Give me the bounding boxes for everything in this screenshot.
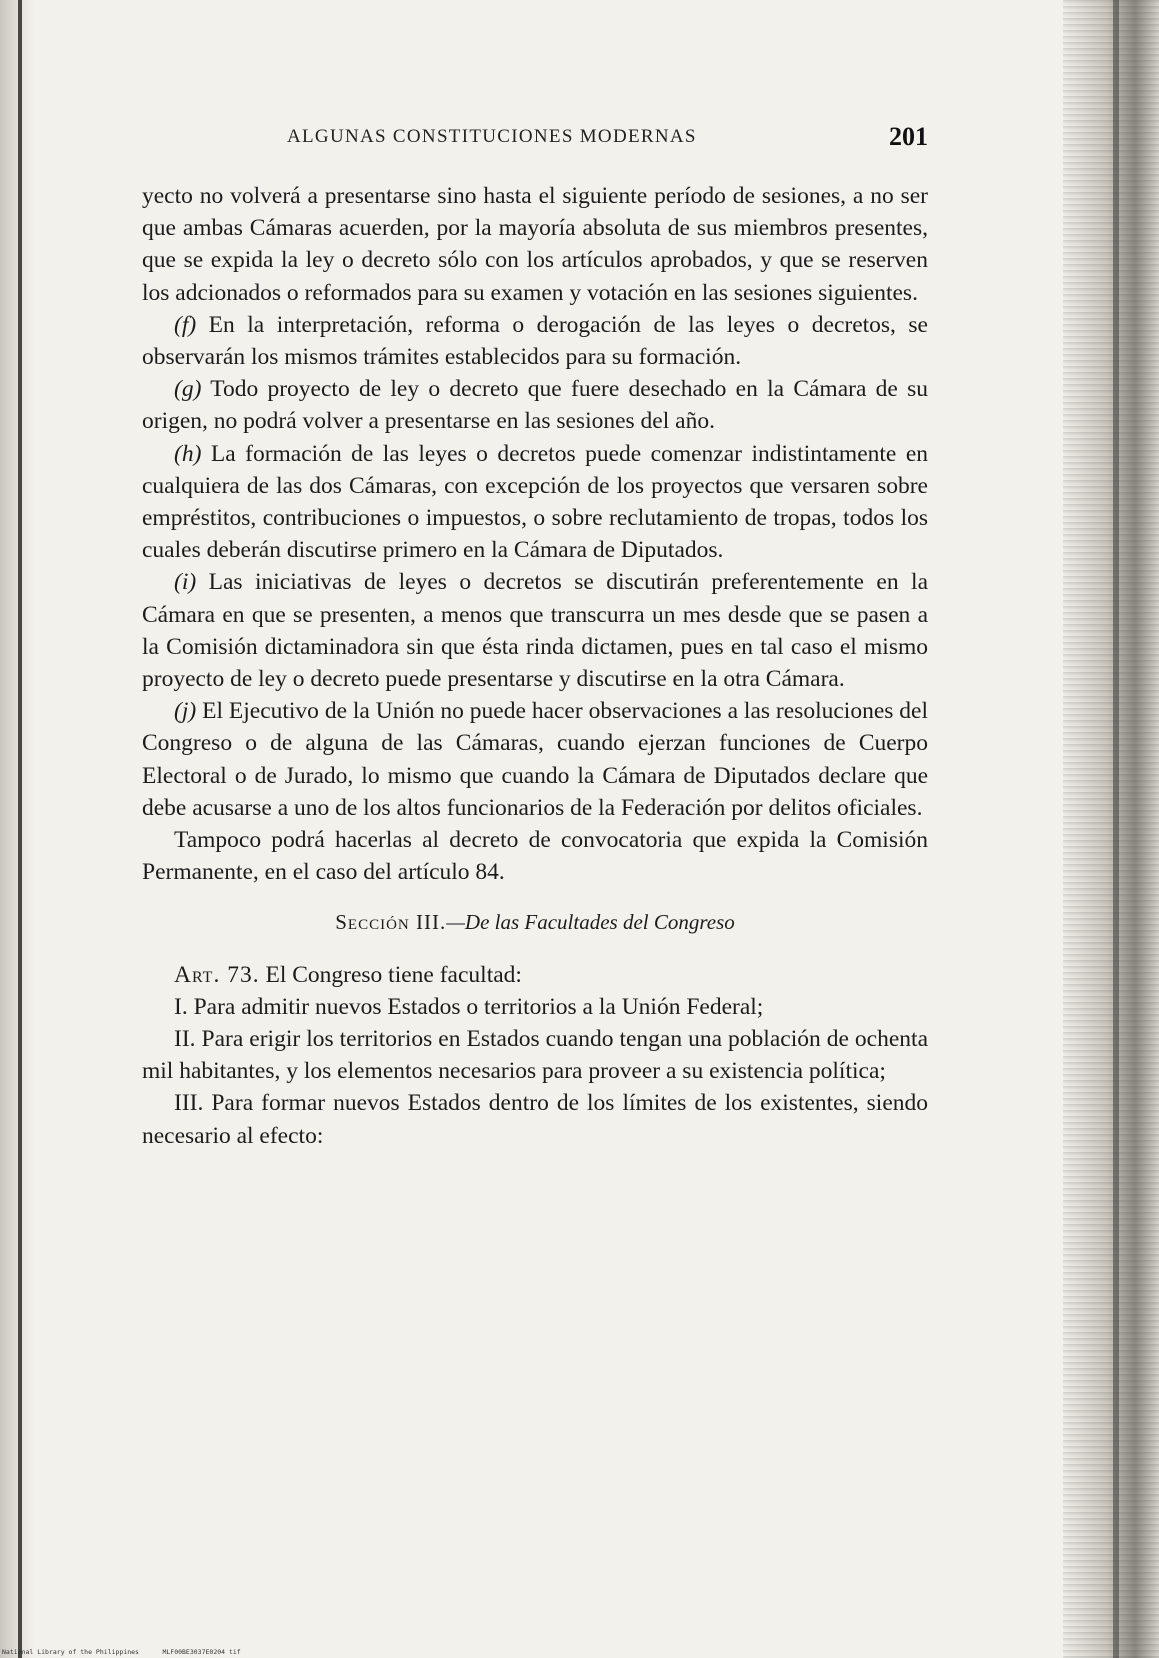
paragraph-text: Tampoco podrá hacerlas al decreto de convocatoria que expida la Comisión Permanente, en el caso del artículo 84. (142, 827, 928, 886)
paragraph-continuation (142, 180, 928, 309)
paragraph-letter: (i) (174, 569, 197, 596)
article-item: II. Para erigir los territorios en Estados cuando tengan una población de ochenta mil habitantes, y los elementos necesarios para proveer a su existencia política; (142, 1026, 928, 1085)
article-label: Art. 73. (174, 961, 260, 988)
paragraph-h (142, 438, 928, 567)
paragraph-tampoco (142, 824, 928, 888)
page-body (142, 180, 928, 1152)
section-label: Sección III. (335, 910, 447, 935)
scan-left-edge (0, 0, 34, 1658)
paragraph-text: yecto no volverá a presentarse sino hasta el siguiente período de sesiones, a no ser que ambas Cámaras acuerden, por la mayoría absoluta de sus miembros presentes, que se expida la ley o decreto sólo con los artículos aprobados, y que se reserven los adcionados o reformados para su examen y votación en las sesiones siguientes. (142, 183, 928, 306)
paragraph-text: El Ejecutivo de la Unión no puede hacer observaciones a las resoluciones del Congreso o de alguna de las Cámaras, cuando ejerzan funciones de Cuerpo Electoral o de Jurado, lo mismo que cuando la Cámara de Diputados declare que debe acusarse a uno de los altos funcionarios de la Federación por delitos oficiales. (142, 698, 928, 821)
paragraph-f (142, 309, 928, 373)
paragraph-letter: (f) (174, 311, 197, 338)
page-header (142, 122, 928, 162)
article-item: I. Para admitir nuevos Estados o territorios a la Unión Federal; (174, 993, 764, 1020)
running-head: ALGUNAS CONSTITUCIONES MODERNAS (287, 126, 697, 147)
section-heading (142, 906, 928, 938)
section-title: —De las Facultades del Congreso (446, 910, 735, 935)
paragraph-text: La formación de las leyes o decretos puede comenzar indistintamente en cualquiera de las dos Cámaras, con excepción de los proyectos que versaren sobre empréstitos, contribuciones o impuestos, o sobre reclutamiento de tropas, todos los cuales deberán discutirse primero en la Cámara de Diputados. (142, 440, 928, 564)
article-item: III. Para formar nuevos Estados dentro de los límites de los existentes, siendo necesario al efecto: (142, 1090, 928, 1149)
footer-code: MLF00BE3037E0204 tif (162, 1648, 241, 1656)
paragraph-g (142, 373, 928, 437)
paragraph-letter: (j) (174, 698, 197, 725)
page-number: 201 (889, 122, 928, 151)
paragraph-j (142, 695, 928, 824)
paragraph-letter: (g) (174, 376, 202, 403)
article-intro-text: El Congreso tiene facultad: (265, 961, 522, 988)
binding-shadow (18, 0, 22, 1658)
paragraph-i (142, 566, 928, 695)
footer-library: National Library of the Philippines (2, 1648, 139, 1656)
paragraph-text: Las iniciativas de leyes o decretos se discutirán preferentemente en la Cámara en que se presenten, a menos que transcurra un mes desde que se pasen a la Comisión dictaminadora sin que ésta rinda dictamen, pues en tal caso el mismo proyecto de ley o decreto puede presentarse y discutirse en la otra Cámara. (142, 569, 928, 693)
article-intro (142, 959, 928, 991)
scan-right-shadow (1113, 0, 1119, 1658)
paragraph-text: Todo proyecto de ley o decreto que fuere desechado en la Cámara de su origen, no podrá volver a presentarse en las sesiones del año. (142, 376, 928, 435)
paragraph-letter: (h) (174, 440, 202, 467)
scan-footer (2, 1648, 241, 1656)
paragraph-text: En la interpretación, reforma o derogación de las leyes o decretos, se observarán los mismos trámites establecidos para su formación. (142, 311, 928, 371)
scan-right-edge (1063, 0, 1159, 1658)
